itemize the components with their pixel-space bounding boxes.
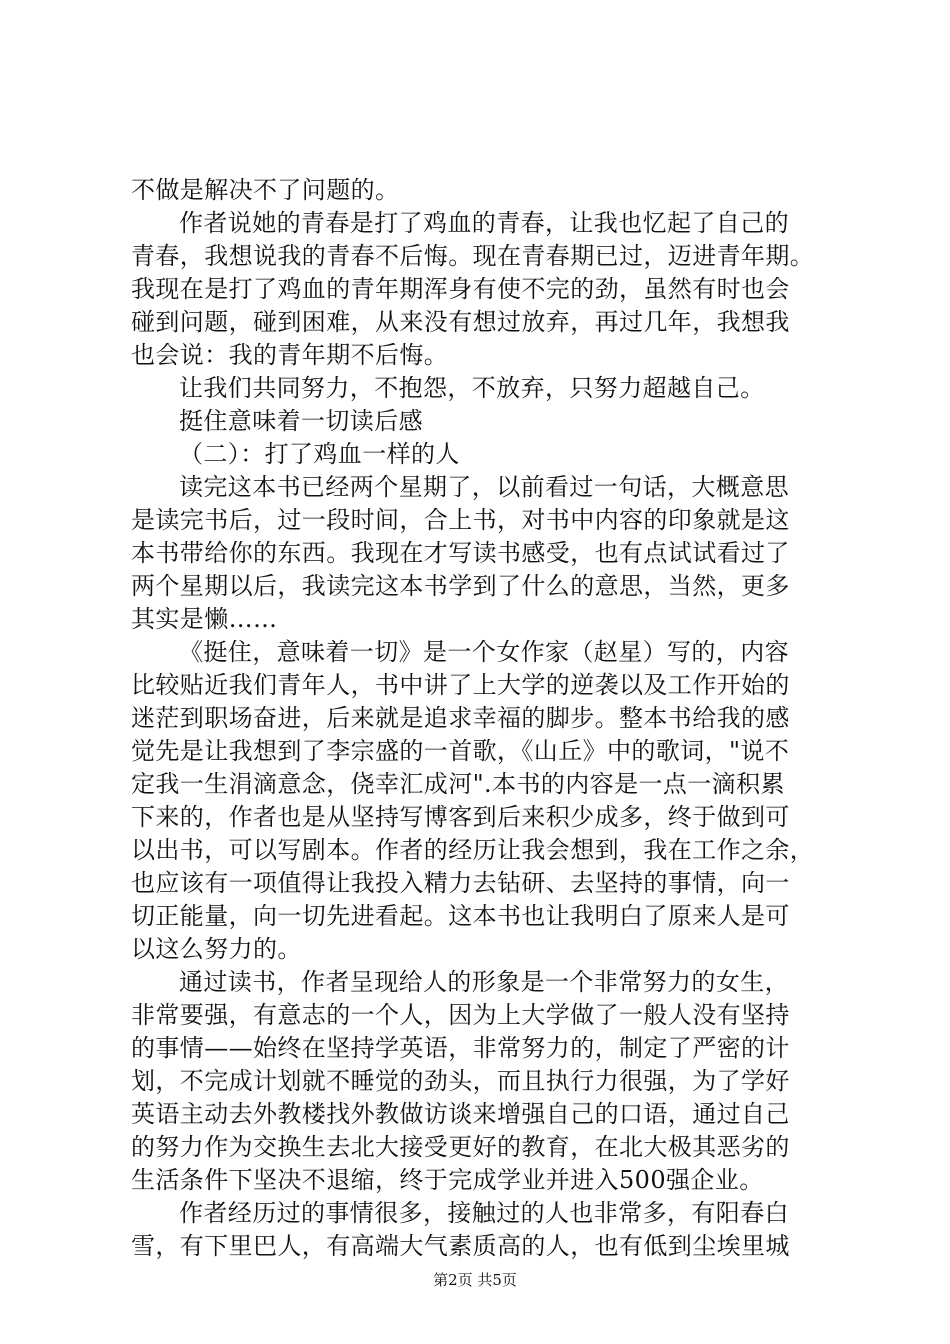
- text-line: 我现在是打了鸡血的青年期浑身有使不完的劲，虽然有时也会: [131, 275, 790, 303]
- text-line: 让我们共同努力，不抱怨，不放弃，只努力超越自己。: [179, 374, 765, 402]
- text-line: 青春，我想说我的青春不后悔。现在青春期已过，迈进青年期。: [131, 242, 815, 270]
- text-line: 其实是懒……: [131, 605, 278, 633]
- text-line: 切正能量，向一切先进看起。这本书也让我明白了原来人是可: [131, 902, 790, 930]
- text-line: 的努力作为交换生去北大接受更好的教育，在北大极其恶劣的: [131, 1133, 790, 1161]
- text-line: （二）：打了鸡血一样的人: [179, 440, 460, 468]
- page-footer: 第2页 共5页: [433, 1271, 517, 1289]
- text-line: 的事情——始终在坚持学英语，非常努力的，制定了严密的计: [131, 1034, 790, 1062]
- text-line: 挺住意味着一切读后感: [179, 407, 423, 435]
- body-text: [131, 174, 831, 1263]
- text-line: 比较贴近我们青年人，书中讲了上大学的逆袭以及工作开始的: [131, 671, 790, 699]
- text-line: 读完这本书已经两个星期了，以前看过一句话，大概意思: [179, 473, 789, 501]
- text-line: 也应该有一项值得让我投入精力去钻研、去坚持的事情，向一: [131, 869, 790, 897]
- text-line: 两个星期以后，我读完这本书学到了什么的意思，当然，更多: [131, 572, 790, 600]
- text-line: 也会说：我的青年期不后悔。: [131, 341, 449, 369]
- text-line: 雪，有下里巴人，有高端大气素质高的人，也有低到尘埃里城: [131, 1232, 790, 1260]
- text-line: 是读完书后，过一段时间，合上书，对书中内容的印象就是这: [131, 506, 790, 534]
- text-line: 下来的，作者也是从坚持写博客到后来积少成多，终于做到可: [131, 803, 790, 831]
- text-line: 非常要强，有意志的一个人，因为上大学做了一般人没有坚持: [131, 1001, 790, 1029]
- text-line: 生活条件下坚决不退缩，终于完成学业并进入500强企业。: [131, 1166, 764, 1194]
- text-line: 以这么努力的。: [131, 935, 302, 963]
- text-line: 以出书，可以写剧本。作者的经历让我会想到，我在工作之余，: [131, 836, 815, 864]
- text-line: 碰到问题，碰到困难，从来没有想过放弃，再过几年，我想我: [131, 308, 790, 336]
- text-line: 作者说她的青春是打了鸡血的青春，让我也忆起了自己的: [179, 209, 789, 237]
- text-line: 迷茫到职场奋进，后来就是追求幸福的脚步。整本书给我的感: [131, 704, 790, 732]
- text-line: 不做是解决不了问题的。: [131, 176, 400, 204]
- text-line: 定我一生涓滴意念，侥幸汇成河".本书的内容是一点一滴积累: [131, 770, 785, 798]
- text-line: 觉先是让我想到了李宗盛的一首歌，《山丘》中的歌词，"说不: [131, 737, 790, 765]
- text-line: 作者经历过的事情很多，接触过的人也非常多，有阳春白: [179, 1199, 789, 1227]
- text-line: 通过读书，作者呈现给人的形象是一个非常努力的女生，: [179, 968, 789, 996]
- text-line: 划，不完成计划就不睡觉的劲头，而且执行力很强，为了学好: [131, 1067, 790, 1095]
- text-line: 本书带给你的东西。我现在才写读书感受，也有点试试看过了: [131, 539, 790, 567]
- text-line: 英语主动去外教楼找外教做访谈来增强自己的口语，通过自己: [131, 1100, 790, 1128]
- text-line: 《挺住，意味着一切》是一个女作家（赵星）写的，内容: [179, 638, 789, 666]
